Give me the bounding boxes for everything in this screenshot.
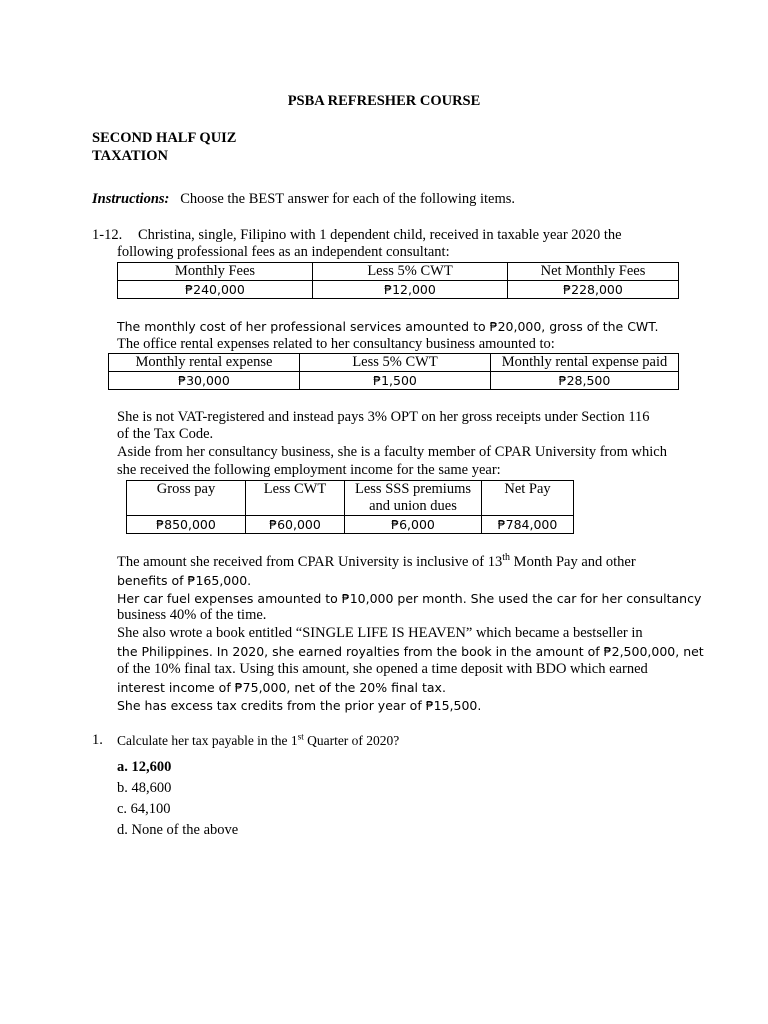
table-header: Monthly rental expense paid [491, 354, 679, 372]
fees-table [117, 262, 679, 299]
cpar-text: The amount she received from CPAR University is inclusive of 13 [117, 554, 503, 570]
table-header-sss [345, 481, 482, 516]
table-cell: ₱850,000 [127, 516, 246, 534]
table-cell: ₱12,000 [313, 281, 508, 299]
table-cell: ₱240,000 [118, 281, 313, 299]
instructions [92, 191, 515, 209]
table-cell: ₱784,000 [482, 516, 574, 534]
rental-table [108, 353, 679, 390]
problem-number: 1-12. [92, 227, 123, 243]
option-a: a. 12,600 [117, 759, 172, 775]
table-cell: ₱60,000 [246, 516, 345, 534]
employment-line2: she received the following employment income for the same year: [117, 462, 501, 478]
table-row [109, 372, 679, 390]
table-header: Net Monthly Fees [508, 263, 679, 281]
table-row [118, 263, 679, 281]
table-header-sub: and union dues [369, 498, 457, 514]
car-line1: Her car fuel expenses amounted to ₱10,000 per month. She used the car for her consultancy [117, 591, 702, 606]
table-header: Monthly rental expense [109, 354, 300, 372]
question-number: 1. [92, 732, 103, 748]
subject-title: TAXATION [92, 148, 168, 164]
employment-table [126, 480, 574, 534]
table-header: Monthly Fees [118, 263, 313, 281]
instructions-text: Choose the BEST answer for each of the following items. [180, 191, 516, 207]
book-line3: of the 10% final tax. Using this amount, she opened a time deposit with BDO which earned [117, 661, 648, 677]
book-line1: She also wrote a book entitled “SINGLE LIFE IS HEAVEN” which became a bestseller in [117, 625, 643, 641]
vat-line1: She is not VAT-registered and instead pays 3% OPT on her gross receipts under Section 116 [117, 409, 650, 425]
table-header: Less 5% CWT [300, 354, 491, 372]
table-cell: ₱1,500 [300, 372, 491, 390]
cpar-line2: benefits of ₱165,000. [117, 573, 252, 588]
superscript: st [297, 731, 304, 742]
table-row [127, 481, 574, 516]
cpar-text: Month Pay and other [510, 554, 636, 570]
problem-intro-line1: Christina, single, Filipino with 1 dependent child, received in taxable year 2020 the [138, 227, 622, 243]
table-row [127, 516, 574, 534]
car-line2: business 40% of the time. [117, 607, 267, 623]
question-text-part: Calculate her tax payable in the 1 [117, 733, 298, 748]
table-cell: ₱30,000 [109, 372, 300, 390]
table-cell: ₱228,000 [508, 281, 679, 299]
rental-intro: The office rental expenses related to her consultancy business amounted to: [117, 336, 555, 352]
quiz-title: SECOND HALF QUIZ [92, 130, 237, 146]
cost-line: The monthly cost of her professional services amounted to ₱20,000, gross of the CWT. [117, 319, 659, 334]
table-header: Gross pay [127, 481, 246, 516]
book-line2: the Philippines. In 2020, she earned royalties from the book in the amount of ₱2,500,000, net [117, 644, 704, 659]
problem-intro-line2: following professional fees as an independent consultant: [117, 244, 450, 260]
cpar-line1 [117, 554, 636, 572]
option-d: d. None of the above [117, 822, 239, 838]
excess-line: She has excess tax credits from the prior year of ₱15,500. [117, 698, 482, 713]
table-header: Net Pay [482, 481, 574, 516]
table-header: Less CWT [246, 481, 345, 516]
course-title: PSBA REFRESHER COURSE [287, 93, 481, 109]
book-line4: interest income of ₱75,000, net of the 20% final tax. [117, 680, 446, 695]
option-c: c. 64,100 [117, 801, 171, 817]
table-header: Less 5% CWT [313, 263, 508, 281]
option-b: b. 48,600 [117, 780, 172, 796]
table-cell: ₱28,500 [491, 372, 679, 390]
question-text-part: Quarter of 2020? [303, 733, 400, 748]
instructions-label: Instructions: [92, 191, 170, 207]
superscript: th [502, 552, 511, 564]
employment-line1: Aside from her consultancy business, she is a faculty member of CPAR University from which [117, 444, 667, 460]
table-row [109, 354, 679, 372]
question-text [117, 732, 399, 750]
table-header: Less SSS premiums [354, 481, 471, 497]
table-row [118, 281, 679, 299]
vat-line2: of the Tax Code. [117, 426, 214, 442]
table-cell: ₱6,000 [345, 516, 482, 534]
